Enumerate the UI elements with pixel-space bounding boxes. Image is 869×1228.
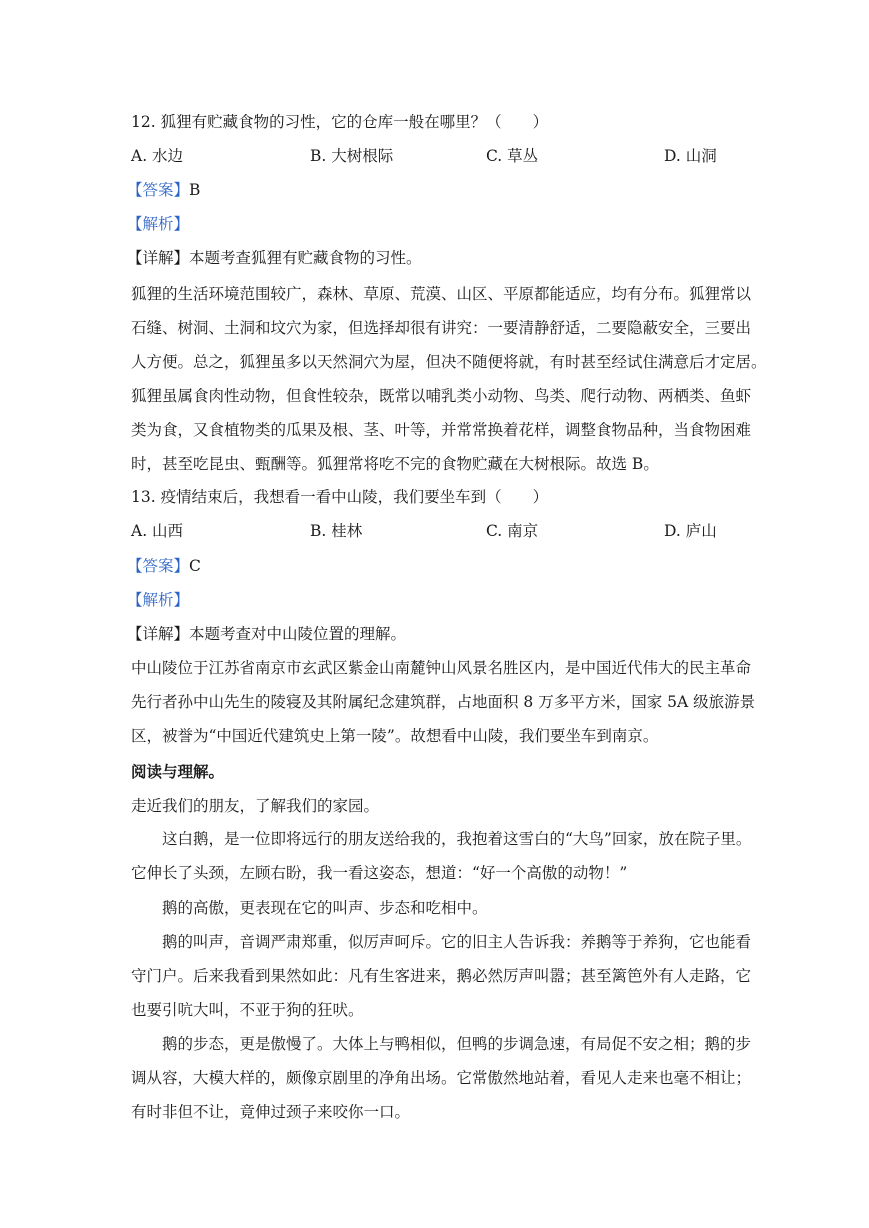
reading-paragraph-line: 也要引吭大叫，不亚于狗的狂吠。 <box>131 1001 364 1019</box>
q13-explanation-line: 先行者孙中山先生的陵寝及其附属纪念建筑群，占地面积 8 万多平方米，国家 5A 级旅游景 <box>131 693 756 711</box>
reading-paragraph-line: 鹅的高傲，更表现在它的叫声、步态和吃相中。 <box>162 899 488 917</box>
reading-paragraph-line: 鹅的叫声，音调严肃郑重，似厉声呵斥。它的旧主人告诉我：养鹅等于养狗，它也能看 <box>162 933 752 951</box>
q12-explanation-line: 类为食，又食植物类的瓜果及根、茎、叶等，并常常换着花样，调整食物品种，当食物困难 <box>131 421 752 439</box>
q13-option-a: A. 山西 <box>131 522 184 540</box>
q12-detail-first: 本题考查狐狸有贮藏食物的习性。 <box>189 249 422 267</box>
q13-analysis-tag: 【解析】 <box>127 591 190 609</box>
q12-explanation-line: 时，甚至吃昆虫、甄酬等。狐狸常将吃不完的食物贮藏在大树根际。故选 B。 <box>131 455 659 473</box>
q13-answer: C <box>189 557 201 575</box>
q12-option-d: D. 山洞 <box>664 147 717 165</box>
reading-paragraph-line: 鹅的步态，更是傲慢了。大体上与鸭相似，但鸭的步调急速，有局促不安之相；鹅的步 <box>162 1035 752 1053</box>
reading-paragraph-line: 有时非但不让，竟伸过颈子来咬你一口。 <box>131 1103 411 1121</box>
answer-tag: 【答案】 <box>127 557 190 575</box>
q13-option-b: B. 桂林 <box>310 522 363 540</box>
q12-explanation-line: 人方便。总之，狐狸虽多以天然洞穴为屋，但决不随便将就，有时甚至经试住满意后才定居。 <box>131 353 767 371</box>
q13-detail-first: 本题考查对中山陵位置的理解。 <box>189 625 407 643</box>
q12-option-c: C. 草丛 <box>486 147 539 165</box>
q12-option-b: B. 大树根际 <box>310 147 394 165</box>
q12-answer: B <box>189 181 201 199</box>
q12-option-a: A. 水边 <box>131 147 184 165</box>
q13-explanation-line: 中山陵位于江苏省南京市玄武区紫金山南麓钟山风景名胜区内，是中国近代伟大的民主革命 <box>131 659 752 677</box>
q12-answer-line <box>127 180 200 200</box>
reading-paragraph-line: 它伸长了头颈，左顾右盼，我一看这姿态，想道：“好一个高傲的动物！” <box>131 864 628 882</box>
q13-detail-line <box>127 624 406 644</box>
detail-tag: 【详解】 <box>127 249 190 267</box>
q12-stem: 12. 狐狸有贮藏食物的习性，它的仓库一般在哪里？（ ） <box>131 113 549 131</box>
reading-paragraph-line: 调从容，大模大样的，颇像京剧里的净角出场。它常傲然地站着，看见人走来也毫不相让； <box>131 1069 752 1087</box>
q12-explanation-line: 狐狸虽属食肉性动物，但食性较杂，既常以哺乳类小动物、鸟类、爬行动物、两栖类、鱼虾 <box>131 387 752 405</box>
detail-tag: 【详解】 <box>127 625 190 643</box>
q12-explanation-line: 石缝、树洞、土洞和坟穴为家，但选择却很有讲究：一要清静舒适，二要隐蔽安全，三要出 <box>131 319 752 337</box>
q12-analysis-tag: 【解析】 <box>127 215 190 233</box>
answer-tag: 【答案】 <box>127 181 190 199</box>
q13-option-d: D. 庐山 <box>664 522 717 540</box>
reading-intro: 走近我们的朋友，了解我们的家园。 <box>131 797 380 815</box>
q12-detail-line <box>127 248 422 268</box>
q12-explanation-line: 狐狸的生活环境范围较广，森林、草原、荒漠、山区、平原都能适应，均有分布。狐狸常以 <box>131 285 752 303</box>
reading-heading: 阅读与理解。 <box>131 762 225 781</box>
q13-explanation-line: 区，被誉为“中国近代建筑史上第一陵”。故想看中山陵，我们要坐车到南京。 <box>131 727 659 745</box>
reading-paragraph-line: 守门户。后来我看到果然如此：凡有生客进来，鹅必然厉声叫嚣；甚至篱笆外有人走路，它 <box>131 967 752 985</box>
q13-stem: 13. 疫情结束后，我想看一看中山陵，我们要坐车到（ ） <box>131 488 549 506</box>
q13-option-c: C. 南京 <box>486 522 539 540</box>
q13-answer-line <box>127 556 201 576</box>
reading-paragraph-line: 这白鹅，是一位即将远行的朋友送给我的，我抱着这雪白的“大鸟”回家，放在院子里。 <box>162 830 752 848</box>
